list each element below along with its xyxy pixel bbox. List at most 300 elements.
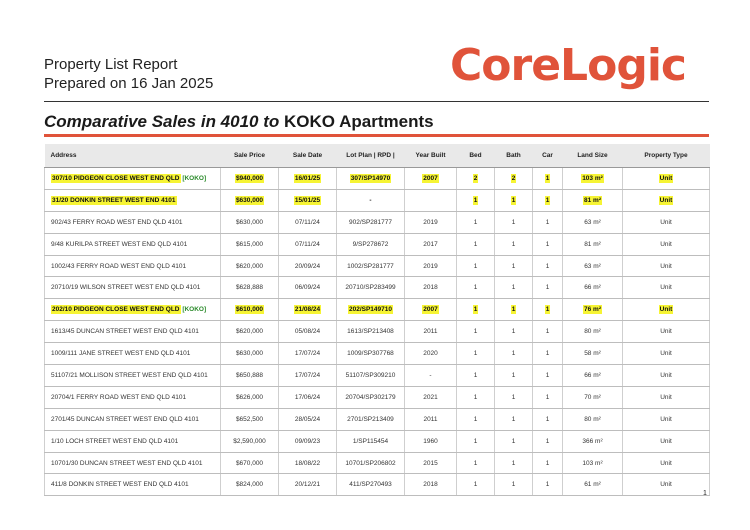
- bed-value: 1: [473, 437, 478, 445]
- cell-car: [533, 343, 563, 365]
- land-value: 61 m²: [584, 481, 601, 489]
- cell-year: [405, 474, 457, 496]
- cell-bath: [495, 474, 533, 496]
- type-value: Unit: [660, 481, 672, 489]
- cell-address: [45, 321, 221, 343]
- cell-price: [221, 430, 279, 452]
- cell-land: [563, 168, 623, 190]
- cell-date: [279, 321, 337, 343]
- cell-lot: [337, 255, 405, 277]
- cell-land: [563, 474, 623, 496]
- price-value: $650,888: [235, 371, 264, 379]
- cell-year: [405, 168, 457, 190]
- address-text: 2701/45 DUNCAN STREET WEST END QLD 4101: [51, 415, 199, 423]
- cell-bath: [495, 408, 533, 430]
- column-header-sale-date: Sale Date: [279, 144, 337, 168]
- cell-land: [563, 365, 623, 387]
- cell-type: [623, 408, 710, 430]
- cell-address: [45, 233, 221, 255]
- cell-year: [405, 233, 457, 255]
- bath-value: 1: [511, 196, 516, 204]
- car-value: 1: [545, 393, 550, 401]
- cell-address: [45, 189, 221, 211]
- cell-price: [221, 189, 279, 211]
- type-value: Unit: [660, 218, 672, 226]
- cell-year: [405, 299, 457, 321]
- column-header-address: Address: [45, 144, 221, 168]
- cell-type: [623, 430, 710, 452]
- cell-address: [45, 211, 221, 233]
- cell-bed: [457, 211, 495, 233]
- report-title: Property List Report: [44, 56, 178, 73]
- heading-italic: Comparative Sales in 4010 to: [44, 112, 280, 131]
- cell-lot: [337, 343, 405, 365]
- cell-lot: [337, 365, 405, 387]
- cell-land: [563, 321, 623, 343]
- address-text: 1002/43 FERRY ROAD WEST END QLD 4101: [51, 262, 187, 270]
- heading-property: KOKO Apartments: [284, 112, 434, 131]
- cell-lot: [337, 189, 405, 211]
- address-text: 1613/45 DUNCAN STREET WEST END QLD 4101: [51, 328, 199, 336]
- address-text: 902/43 FERRY ROAD WEST END QLD 4101: [51, 218, 183, 226]
- address-text: 1009/111 JANE STREET WEST END QLD 4101: [51, 350, 191, 358]
- table-row: [45, 474, 710, 496]
- cell-date: [279, 408, 337, 430]
- year-value: 2018: [423, 481, 438, 489]
- bed-value: 2: [473, 174, 478, 182]
- cell-car: [533, 365, 563, 387]
- cell-car: [533, 474, 563, 496]
- cell-bath: [495, 321, 533, 343]
- type-value: Unit: [660, 371, 672, 379]
- type-value: Unit: [660, 262, 672, 270]
- year-value: 2011: [423, 415, 438, 423]
- address-text: 9/48 KURILPA STREET WEST END QLD 4101: [51, 240, 188, 248]
- price-value: $652,500: [235, 415, 264, 423]
- car-value: 1: [545, 328, 550, 336]
- cell-car: [533, 189, 563, 211]
- cell-bed: [457, 408, 495, 430]
- lot-value: 307/SP14970: [350, 174, 391, 182]
- cell-address: [45, 365, 221, 387]
- bed-value: 1: [473, 196, 478, 204]
- type-value: Unit: [659, 196, 673, 204]
- koko-tag: [KOKO]: [182, 174, 207, 182]
- cell-date: [279, 365, 337, 387]
- cell-land: [563, 211, 623, 233]
- cell-bed: [457, 386, 495, 408]
- bed-value: 1: [473, 284, 478, 292]
- cell-date: [279, 233, 337, 255]
- cell-bed: [457, 430, 495, 452]
- type-value: Unit: [660, 415, 672, 423]
- land-value: 81 m²: [584, 240, 601, 248]
- cell-type: [623, 321, 710, 343]
- year-value: 2019: [423, 218, 438, 226]
- price-value: $670,000: [235, 459, 264, 467]
- address-text: 411/8 DONKIN STREET WEST END QLD 4101: [51, 481, 189, 489]
- cell-year: [405, 452, 457, 474]
- cell-car: [533, 452, 563, 474]
- column-header-lot-plan: Lot Plan | RPD |: [337, 144, 405, 168]
- cell-lot: [337, 408, 405, 430]
- cell-bed: [457, 452, 495, 474]
- type-value: Unit: [660, 437, 672, 445]
- lot-value: 1/SP115454: [352, 437, 389, 445]
- lot-value: 1009/SP307768: [347, 350, 394, 358]
- year-value: 2011: [423, 328, 438, 336]
- price-value: $615,000: [235, 240, 264, 248]
- cell-year: [405, 430, 457, 452]
- cell-lot: [337, 299, 405, 321]
- cell-address: [45, 408, 221, 430]
- bath-value: 1: [511, 371, 516, 379]
- cell-year: [405, 386, 457, 408]
- type-value: Unit: [660, 284, 672, 292]
- price-value: $630,000: [235, 350, 264, 358]
- bed-value: 1: [473, 262, 478, 270]
- cell-bed: [457, 299, 495, 321]
- cell-land: [563, 233, 623, 255]
- column-header-bed: Bed: [457, 144, 495, 168]
- cell-price: [221, 365, 279, 387]
- sales-table: [44, 144, 710, 496]
- cell-year: [405, 408, 457, 430]
- table-row: [45, 211, 710, 233]
- cell-type: [623, 189, 710, 211]
- price-value: $628,888: [235, 284, 264, 292]
- accent-divider: [44, 134, 709, 137]
- land-value: 103 m²: [582, 459, 603, 467]
- cell-bath: [495, 211, 533, 233]
- table-header-row: [45, 144, 710, 168]
- cell-car: [533, 430, 563, 452]
- cell-type: [623, 299, 710, 321]
- lot-value: 10701/SP206802: [345, 459, 396, 467]
- cell-price: [221, 386, 279, 408]
- address-text: 10701/30 DUNCAN STREET WEST END QLD 4101: [51, 459, 203, 467]
- cell-type: [623, 365, 710, 387]
- cell-lot: [337, 386, 405, 408]
- cell-price: [221, 168, 279, 190]
- bed-value: 1: [473, 306, 478, 314]
- land-value: 66 m²: [584, 371, 601, 379]
- cell-date: [279, 255, 337, 277]
- type-value: Unit: [659, 174, 673, 182]
- cell-lot: [337, 452, 405, 474]
- bed-value: 1: [473, 350, 478, 358]
- cell-type: [623, 168, 710, 190]
- cell-year: [405, 365, 457, 387]
- bath-value: 1: [511, 218, 516, 226]
- date-value: 17/06/24: [294, 393, 321, 401]
- type-value: Unit: [660, 328, 672, 336]
- bed-value: 1: [473, 415, 478, 423]
- cell-car: [533, 233, 563, 255]
- table-row: [45, 343, 710, 365]
- cell-date: [279, 211, 337, 233]
- cell-bath: [495, 255, 533, 277]
- page-number: 1: [703, 490, 707, 497]
- cell-bed: [457, 343, 495, 365]
- column-header-car: Car: [533, 144, 563, 168]
- table-row: [45, 233, 710, 255]
- date-value: 20/09/24: [294, 262, 321, 270]
- cell-type: [623, 211, 710, 233]
- address-text: 51107/21 MOLLISON STREET WEST END QLD 4101: [51, 371, 208, 379]
- lot-value: 902/SP281777: [348, 218, 392, 226]
- car-value: 1: [545, 262, 550, 270]
- bath-value: 1: [511, 393, 516, 401]
- bath-value: 1: [511, 328, 516, 336]
- cell-land: [563, 299, 623, 321]
- cell-price: [221, 474, 279, 496]
- bath-value: 2: [511, 174, 516, 182]
- cell-car: [533, 408, 563, 430]
- cell-address: [45, 343, 221, 365]
- bath-value: 1: [511, 459, 516, 467]
- cell-type: [623, 474, 710, 496]
- cell-address: [45, 386, 221, 408]
- cell-date: [279, 277, 337, 299]
- bed-value: 1: [473, 481, 478, 489]
- bath-value: 1: [511, 415, 516, 423]
- date-value: 18/08/22: [294, 459, 321, 467]
- cell-address: [45, 430, 221, 452]
- cell-date: [279, 386, 337, 408]
- cell-price: [221, 211, 279, 233]
- cell-date: [279, 168, 337, 190]
- cell-date: [279, 452, 337, 474]
- cell-bed: [457, 277, 495, 299]
- price-value: $630,000: [235, 196, 264, 204]
- type-value: Unit: [660, 350, 672, 358]
- cell-lot: [337, 211, 405, 233]
- price-value: $2,590,000: [233, 437, 266, 445]
- car-value: 1: [545, 218, 550, 226]
- car-value: 1: [545, 350, 550, 358]
- car-value: 1: [545, 284, 550, 292]
- year-value: 2007: [423, 174, 438, 182]
- lot-value: 51107/SP309210: [345, 371, 396, 379]
- cell-type: [623, 452, 710, 474]
- date-value: 21/08/24: [294, 306, 321, 314]
- cell-address: [45, 474, 221, 496]
- lot-value: 20704/SP302179: [345, 393, 396, 401]
- cell-land: [563, 430, 623, 452]
- cell-year: [405, 321, 457, 343]
- date-value: 16/01/25: [294, 174, 321, 182]
- land-value: 366 m²: [582, 437, 603, 445]
- price-value: $610,000: [235, 306, 264, 314]
- cell-date: [279, 474, 337, 496]
- cell-year: [405, 277, 457, 299]
- cell-bath: [495, 168, 533, 190]
- koko-tag: [KOKO]: [182, 306, 207, 314]
- land-value: 66 m²: [584, 284, 601, 292]
- cell-address: [45, 277, 221, 299]
- bed-value: 1: [473, 371, 478, 379]
- lot-value: 2701/SP213409: [347, 415, 394, 423]
- cell-bed: [457, 168, 495, 190]
- car-value: 1: [545, 459, 550, 467]
- table-row-subject: [45, 168, 710, 190]
- year-value: 2018: [423, 284, 438, 292]
- type-value: Unit: [660, 393, 672, 401]
- cell-bath: [495, 233, 533, 255]
- date-value: 09/09/23: [294, 437, 321, 445]
- cell-type: [623, 233, 710, 255]
- bed-value: 1: [473, 393, 478, 401]
- lot-value: 1002/SP281777: [347, 262, 394, 270]
- land-value: 80 m²: [584, 328, 601, 336]
- cell-price: [221, 408, 279, 430]
- cell-bed: [457, 189, 495, 211]
- land-value: 63 m²: [584, 218, 601, 226]
- cell-land: [563, 386, 623, 408]
- bath-value: 1: [511, 350, 516, 358]
- cell-date: [279, 430, 337, 452]
- land-value: 81 m²: [584, 196, 601, 204]
- table-row: [45, 321, 710, 343]
- car-value: 1: [545, 174, 550, 182]
- bath-value: 1: [511, 481, 516, 489]
- table-row: [45, 452, 710, 474]
- car-value: 1: [545, 196, 550, 204]
- date-value: 06/09/24: [294, 284, 321, 292]
- lot-value: 9/SP278672: [352, 240, 389, 248]
- year-value: 2021: [423, 393, 438, 401]
- cell-car: [533, 386, 563, 408]
- prepared-date: Prepared on 16 Jan 2025: [44, 75, 214, 92]
- cell-type: [623, 386, 710, 408]
- land-value: 58 m²: [584, 350, 601, 358]
- address-text: 20704/1 FERRY ROAD WEST END QLD 4101: [51, 393, 187, 401]
- year-value: -: [429, 371, 432, 379]
- cell-bath: [495, 343, 533, 365]
- date-value: 07/11/24: [295, 218, 320, 226]
- header-divider: [44, 101, 709, 102]
- cell-address: [45, 255, 221, 277]
- cell-bed: [457, 474, 495, 496]
- price-value: $630,000: [235, 218, 264, 226]
- cell-bed: [457, 321, 495, 343]
- bed-value: 1: [473, 218, 478, 226]
- table-row: [45, 365, 710, 387]
- column-header-bath: Bath: [495, 144, 533, 168]
- cell-land: [563, 452, 623, 474]
- bath-value: 1: [511, 240, 516, 248]
- cell-land: [563, 189, 623, 211]
- land-value: 76 m²: [584, 306, 601, 314]
- address-text: 202/10 PIDGEON CLOSE WEST END QLD: [52, 306, 180, 314]
- table-row-subject: [45, 189, 710, 211]
- price-value: $620,000: [235, 328, 264, 336]
- table-row: [45, 430, 710, 452]
- cell-car: [533, 321, 563, 343]
- cell-date: [279, 343, 337, 365]
- table-row: [45, 255, 710, 277]
- cell-bath: [495, 386, 533, 408]
- cell-bath: [495, 452, 533, 474]
- type-value: Unit: [660, 459, 672, 467]
- cell-lot: [337, 233, 405, 255]
- cell-car: [533, 299, 563, 321]
- year-value: 2019: [423, 262, 438, 270]
- report-header: [44, 55, 213, 93]
- address-text: 1/10 LOCH STREET WEST END QLD 4101: [51, 437, 179, 445]
- cell-price: [221, 343, 279, 365]
- table-row: [45, 408, 710, 430]
- date-value: 15/01/25: [294, 196, 321, 204]
- bed-value: 1: [473, 328, 478, 336]
- bed-value: 1: [473, 459, 478, 467]
- bath-value: 1: [511, 262, 516, 270]
- cell-year: [405, 189, 457, 211]
- cell-lot: [337, 430, 405, 452]
- type-value: Unit: [660, 240, 672, 248]
- cell-land: [563, 408, 623, 430]
- price-value: $620,000: [235, 262, 264, 270]
- cell-car: [533, 277, 563, 299]
- date-value: 17/07/24: [294, 350, 321, 358]
- date-value: 28/05/24: [294, 415, 321, 423]
- address-text: 31/20 DONKIN STREET WEST END 4101: [52, 196, 176, 204]
- column-header-property-type: Property Type: [623, 144, 710, 168]
- cell-year: [405, 343, 457, 365]
- car-value: 1: [545, 371, 550, 379]
- price-value: $940,000: [235, 174, 264, 182]
- price-value: $824,000: [235, 481, 264, 489]
- cell-car: [533, 255, 563, 277]
- column-header-year-built: Year Built: [405, 144, 457, 168]
- land-value: 70 m²: [584, 393, 601, 401]
- cell-type: [623, 277, 710, 299]
- cell-lot: [337, 277, 405, 299]
- car-value: 1: [545, 306, 550, 314]
- year-value: 2017: [423, 240, 438, 248]
- cell-lot: [337, 474, 405, 496]
- car-value: 1: [545, 437, 550, 445]
- cell-address: [45, 452, 221, 474]
- land-value: 103 m²: [582, 174, 603, 182]
- car-value: 1: [545, 415, 550, 423]
- cell-type: [623, 343, 710, 365]
- cell-price: [221, 299, 279, 321]
- date-value: 05/08/24: [294, 328, 321, 336]
- bath-value: 1: [511, 284, 516, 292]
- cell-land: [563, 277, 623, 299]
- table-row: [45, 386, 710, 408]
- date-value: 20/12/21: [294, 481, 321, 489]
- table-row-subject: [45, 299, 710, 321]
- cell-car: [533, 211, 563, 233]
- lot-value: 1613/SP213408: [347, 328, 394, 336]
- price-value: $626,000: [235, 393, 264, 401]
- land-value: 63 m²: [584, 262, 601, 270]
- cell-date: [279, 189, 337, 211]
- bath-value: 1: [511, 306, 516, 314]
- bed-value: 1: [473, 240, 478, 248]
- cell-price: [221, 277, 279, 299]
- car-value: 1: [545, 240, 550, 248]
- cell-bath: [495, 277, 533, 299]
- land-value: 80 m²: [584, 415, 601, 423]
- year-value: 2020: [423, 350, 438, 358]
- cell-bath: [495, 189, 533, 211]
- year-value: 2007: [423, 306, 438, 314]
- cell-price: [221, 233, 279, 255]
